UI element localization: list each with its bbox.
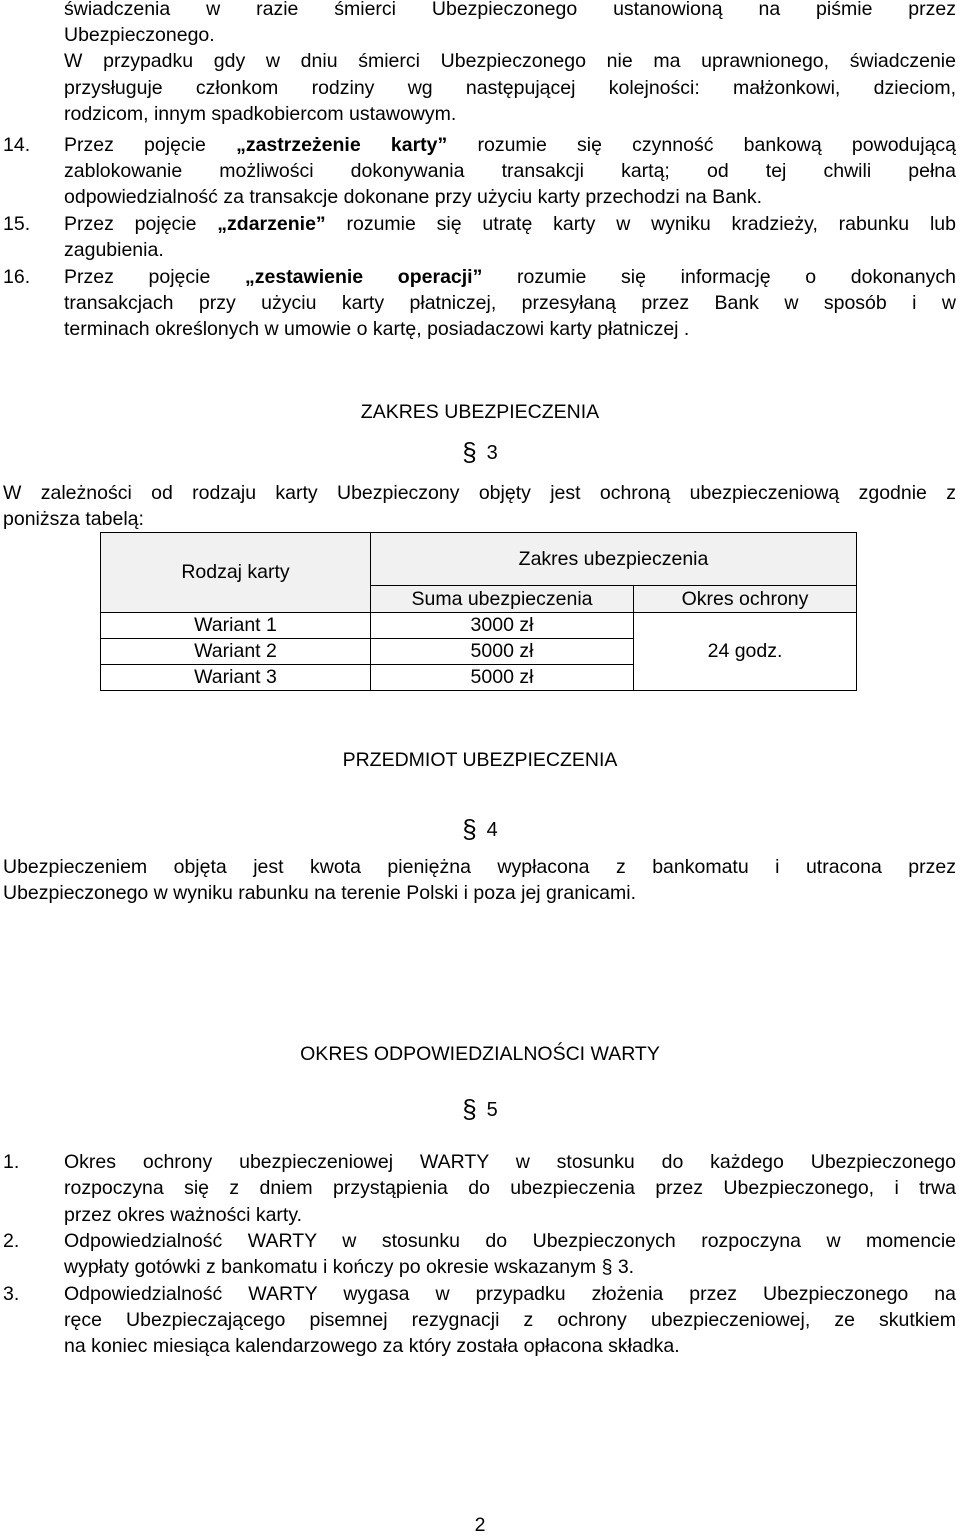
list-item-line: rozpoczyna się z dniem przystąpienia do ubezpieczenia przez Ubezpieczonego, i trwa: [64, 1177, 956, 1199]
text-line: Ubezpieczonego.: [64, 24, 215, 46]
text-line: zablokowanie możliwości dokonywania transakcji kartą; od tej chwili pełna: [64, 160, 956, 182]
definition-line: Przez pojęcie „zastrzeżenie karty” rozumie się czynność bankową powodującą: [64, 134, 957, 156]
table-header-scope: Zakres ubezpieczenia: [371, 533, 857, 586]
definition-line: Przez pojęcie „zestawienie operacji” rozumie się informację o dokonanych: [64, 266, 956, 288]
table-cell-period: 24 godz.: [634, 613, 857, 691]
table-cell-sum: 5000 zł: [371, 665, 634, 691]
section-number: § 3: [462, 437, 498, 467]
text-line: odpowiedzialność za transakcje dokonane przy użyciu karty przechodzi na Bank.: [64, 186, 763, 208]
definition-line: Przez pojęcie „zdarzenie” rozumie się utratę karty w wyniku kradzieży, rabunku lub: [64, 213, 956, 235]
definition-number: 14.: [3, 134, 31, 156]
list-item-line: na koniec miesiąca kalendarzowego za który została opłacona składka.: [64, 1335, 680, 1357]
list-item-line: Odpowiedzialność WARTY wygasa w przypadku złożenia przez Ubezpieczonego na: [64, 1283, 956, 1305]
table-cell-sum: 5000 zł: [371, 639, 634, 665]
defined-term: „zdarzenie”: [217, 213, 326, 235]
section-number: § 5: [462, 1094, 498, 1124]
text-line: W zależności od rodzaju karty Ubezpieczony objęty jest ochroną ubezpieczeniową zgodnie z: [3, 482, 956, 504]
paragraph-sign: §: [462, 814, 477, 844]
paragraph-sign: §: [462, 1094, 477, 1124]
table-header-card-type: Rodzaj karty: [101, 533, 371, 613]
page-number: 2: [474, 1514, 486, 1536]
list-item-line: Odpowiedzialność WARTY w stosunku do Ubezpieczonych rozpoczyna w momencie: [64, 1230, 956, 1252]
defined-term: „zestawienie operacji”: [245, 266, 483, 288]
definition-number: 16.: [3, 266, 31, 288]
list-number: 1.: [3, 1151, 20, 1173]
definition-number: 15.: [3, 213, 31, 235]
text-line: transakcjach przy użyciu karty płatniczej, przesyłaną przez Bank w sposób i w: [64, 292, 956, 314]
table-header-sum: Suma ubezpieczenia: [371, 586, 634, 613]
section-number: § 4: [462, 814, 498, 844]
table-cell-card: Wariant 2: [101, 639, 371, 665]
text-line: zagubienia.: [64, 239, 164, 261]
table-cell-sum: 3000 zł: [371, 613, 634, 639]
table-cell-card: Wariant 3: [101, 665, 371, 691]
paragraph-sign: §: [462, 437, 477, 467]
table-cell-card: Wariant 1: [101, 613, 371, 639]
text-line: Ubezpieczonego w wyniku rabunku na terenie Polski i poza jej granicami.: [3, 882, 637, 904]
text-line: terminach określonych w umowie o kartę, posiadaczowi karty płatniczej .: [64, 318, 690, 340]
text-line: świadczenia w razie śmierci Ubezpieczonego ustanowioną na piśmie przez: [64, 0, 956, 20]
text-line: W przypadku gdy w dniu śmierci Ubezpieczonego nie ma uprawnionego, świadczenie: [64, 50, 956, 72]
defined-term: „zastrzeżenie karty”: [236, 134, 448, 156]
section-heading: PRZEDMIOT UBEZPIECZENIA: [342, 749, 618, 771]
table-header-period: Okres ochrony: [634, 586, 857, 613]
text-line: Ubezpieczeniem objęta jest kwota pieniężna wypłacona z bankomatu i utracona przez: [3, 856, 956, 878]
section-heading: ZAKRES UBEZPIECZENIA: [360, 401, 600, 423]
list-item-line: wypłaty gotówki z bankomatu i kończy po okresie wskazanym § 3.: [64, 1256, 635, 1278]
list-item-line: Okres ochrony ubezpieczeniowej WARTY w stosunku do każdego Ubezpieczonego: [64, 1151, 956, 1173]
coverage-table: [100, 532, 857, 691]
list-number: 3.: [3, 1283, 20, 1305]
text-line: poniższa tabelą:: [3, 508, 144, 530]
list-item-line: przez okres ważności karty.: [64, 1204, 303, 1226]
list-number: 2.: [3, 1230, 20, 1252]
text-line: rodzicom, innym spadkobiercom ustawowym.: [64, 103, 457, 125]
text-line: przysługuje członkom rodziny wg następującej kolejności: małżonkowi, dzieciom,: [64, 77, 956, 99]
list-item-line: ręce Ubezpieczającego pisemnej rezygnacji z ochrony ubezpieczeniowej, ze skutkiem: [64, 1309, 956, 1331]
section-heading: OKRES ODPOWIEDZIALNOŚCI WARTY: [300, 1043, 660, 1065]
